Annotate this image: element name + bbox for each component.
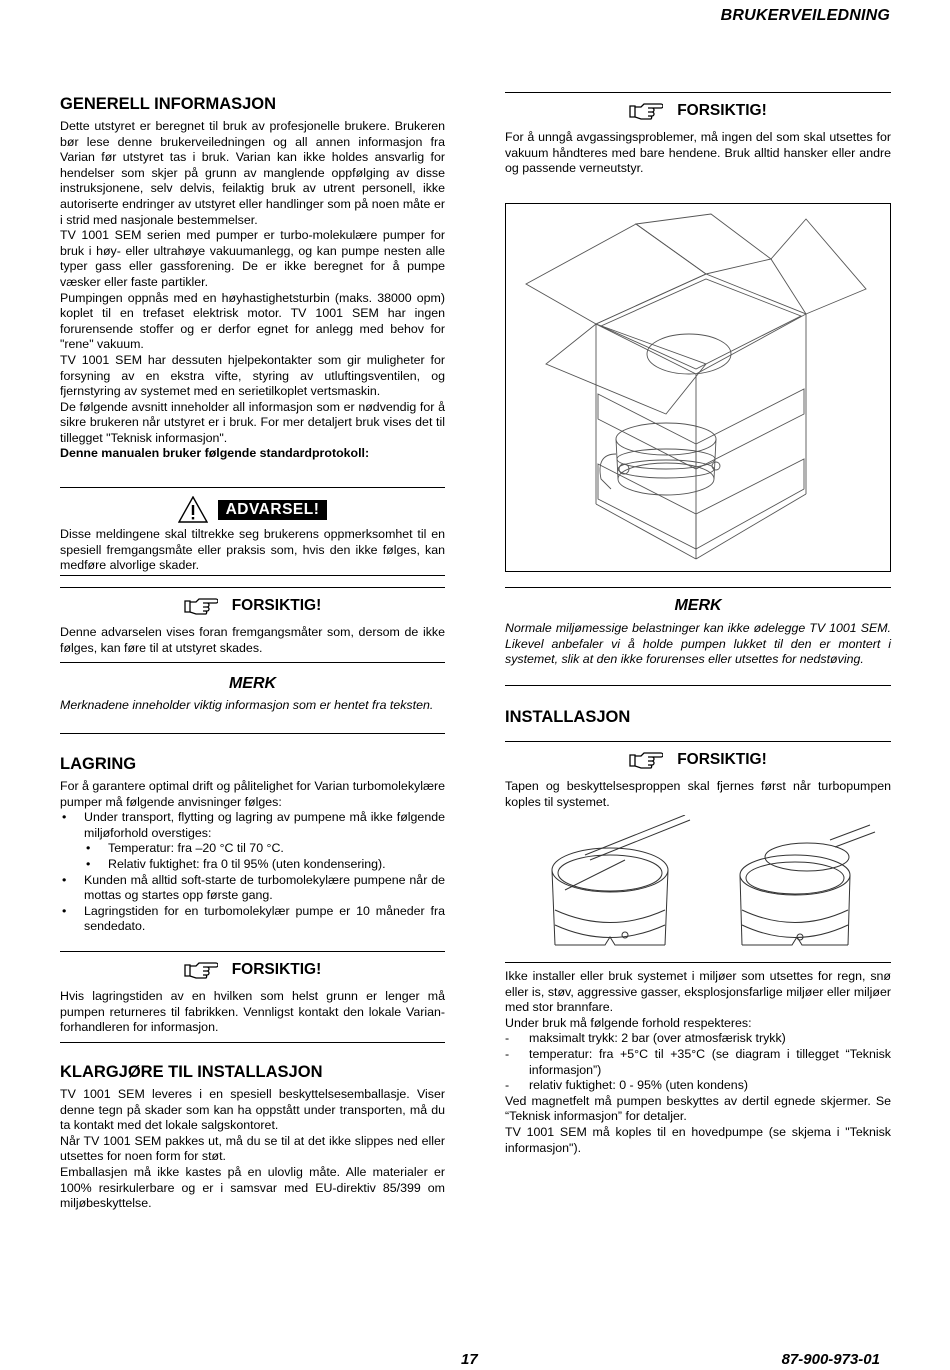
general-p3: Pumpingen oppnås med en høyhastighetsturbin (maks. 38000 opm) koplet til en trefaset elektrisk motor. TV 1001 SEM har ingen forurensende stoffer og er derfor egnet for anlegg med behov for "rene" vakuum. [60, 290, 445, 352]
general-p6: Denne manualen bruker følgende standardprotokoll: [60, 446, 370, 461]
general-p4: TV 1001 SEM har dessuten hjelpekontakter som gir muligheter for forsyning av en ekstra vifte, styring av utluftingsventilen, og fjernstyring av systemet med en serietilkoplet vertsmaskin. [60, 352, 445, 399]
klargjore-p3: Emballasjen må ikke kastes på en ulovlig måte. Alle materialer er 100% resirkulerbare og er i samsvar med EU-direktiv 85/399 om miljøbeskyttelse. [60, 1164, 445, 1211]
list-item: • Lagringstiden for en turbomolekylær pumpe er 10 måneder fra sendedato. [60, 904, 445, 935]
packaging-box-drawing [506, 204, 890, 571]
forsiktig1-text: Denne advarselen vises foran fremgangsmåter som, dersom de ikke følges, kan føre til at utstyret skades. [60, 625, 445, 655]
install-p3: Ved magnetfelt må pumpen beskyttes av dertil egnede skjermer. Se “Teknisk informasjon” for detaljer. [505, 1093, 891, 1124]
divider [505, 741, 891, 742]
document-number: 87-900-973-01 [781, 1351, 880, 1368]
divider [60, 662, 445, 663]
install-conditions-list [505, 1031, 891, 1093]
divider [505, 587, 891, 588]
cap-removal-illustration [545, 815, 885, 955]
advarsel-box [60, 496, 445, 574]
forsiktig2-text: Hvis lagringstiden av en hvilken som helst grunn er lenger må pumpen returneres til fabrikken. Vennligst kontakt den lokale Varian-forhandleren for informasjon. [60, 989, 445, 1035]
merk2-text: Normale miljømessige belastninger kan ikke ødelegge TV 1001 SEM. Likevel anbefaler vi å holde pumpen lukket til den er montert i systemet, slik at den ikke forurenses eller utsettes for nedstøving. [505, 621, 891, 667]
merk1-text: Merknadene inneholder viktig informasjon som er hentet fra teksten. [60, 698, 434, 712]
klargjore-p1: TV 1001 SEM leveres i en spesiell beskyttelsesemballasje. Viser denne tegn på skader som kan ha oppstått under transporten, må du ta kontakt med det lokale salgskontoret. [60, 1087, 445, 1133]
merk2-box [505, 597, 891, 668]
advarsel-label: ADVARSEL! [218, 500, 328, 520]
list-item: - relativ fuktighet: 0 - 95% (uten kondens) [505, 1078, 891, 1094]
lagring-intro: For å garantere optimal drift og pålitelighet for Varian turbomolekylære pumper må følgende anvisninger følges: [60, 779, 445, 809]
klargjore-heading: KLARGJØRE TIL INSTALLASJON [60, 1063, 323, 1081]
install-p2: Under bruk må følgende forhold respekteres: [505, 1015, 752, 1030]
page-number: 17 [461, 1351, 478, 1368]
klargjore-p2: Når TV 1001 SEM pakkes ut, må du se til at det ikke slippes ned eller utsettes for noen form for støt. [60, 1133, 445, 1164]
packaging-illustration [505, 203, 891, 572]
merk1-label: MERK [228, 675, 277, 692]
cap-removal-drawing [545, 815, 885, 955]
warning-triangle-icon [178, 496, 208, 523]
divider [60, 1042, 445, 1043]
list-item: • Kunden må alltid soft-starte de turbomolekylære pumpene når de mottas og startes opp første gang. [60, 873, 445, 904]
list-item: - temperatur: fra +5°C til +35°C (se diagram i tillegget “Teknisk informasjon”) [505, 1047, 891, 1078]
list-item: • Under transport, flytting og lagring av pumpene må ikke følgende miljøforhold overstiges: • Temperatur: fra –20 °C til 70 °C. • Relativ fuktighet: fra 0 til 95% (uten kondensering). [60, 810, 445, 872]
general-p5: De følgende avsnitt inneholder all informasjon som er nødvendig for å sikre brukeren når utstyret er i bruk. For mer detaljert bruk vises det til tillegget "Teknisk informasjon". [60, 399, 445, 445]
forsiktig3-box [505, 101, 891, 177]
installasjon-heading: INSTALLASJON [505, 708, 631, 726]
install-p4: TV 1001 SEM må koples til en hovedpumpe (se skjema i "Teknisk informasjon"). [505, 1124, 891, 1155]
divider [60, 951, 445, 952]
merk1-box [60, 675, 445, 714]
pointing-hand-icon [184, 960, 218, 980]
list-item: • Relativ fuktighet: fra 0 til 95% (uten kondensering). [84, 857, 445, 873]
forsiktig2-label: FORSIKTIG! [231, 961, 322, 978]
forsiktig3-text: For å unngå avgassingsproblemer, må ingen del som skal utsettes for vakuum håndteres med bare hendene. Bruk alltid hansker eller andre og passende verneutstyr. [505, 130, 891, 176]
forsiktig1-label: FORSIKTIG! [231, 597, 322, 614]
advarsel-text: Disse meldingene skal tiltrekke seg brukerens oppmerksomhet til en spesiell fremgangsmåte eller praksis som, hvis den ikke følges, kan medføre alvorlige skader. [60, 527, 445, 573]
general-p2: TV 1001 SEM serien med pumper er turbo-molekulære pumper for bruk i høy- eller ultrahøye vakuumanlegg, og kan pumpe nesten alle typer gass eller gassforening. De er ikke beregnet for å pumpe væsker eller faste partikler. [60, 228, 445, 289]
divider [60, 733, 445, 734]
general-p1: Dette utstyret er beregnet til bruk av profesjonelle brukere. Brukeren bør lese denne brukerveiledningen og all annen informasjon fra Varian før utstyret tas i bruk. Varian kan ikke holdes ansvarlig for hendelser som skjer på grunn av manglende oppfølging av disse instruksjonene, selv delvis, feilaktig bruk av utrent personell, ikke autoriserte endringer av utstyret eller handlinger som på noen måte er i strid med nasjonale bestemmelser. [60, 119, 445, 227]
forsiktig4-label: FORSIKTIG! [677, 751, 767, 768]
pointing-hand-icon [629, 101, 663, 121]
forsiktig3-label: FORSIKTIG! [677, 102, 767, 119]
install-p1: Ikke installer eller bruk systemet i miljøer som utsettes for regn, snø eller is, støv, aggressive gasser, eksplosjonsfarlige miljøer eller miljøer med stor brannfare. [505, 969, 891, 1015]
page-header-title: BRUKERVEILEDNING [720, 7, 890, 24]
lagring-section [60, 754, 445, 935]
pointing-hand-icon [629, 750, 663, 770]
forsiktig4-text: Tapen og beskyttelsesproppen skal fjernes først når turbopumpen koples til systemet. [505, 779, 891, 809]
list-item: • Temperatur: fra –20 °C til 70 °C. [84, 841, 445, 857]
divider [60, 575, 445, 576]
merk2-label: MERK [674, 597, 722, 614]
divider [505, 92, 891, 93]
forsiktig4-box [505, 750, 891, 810]
pointing-hand-icon [184, 596, 218, 616]
divider [60, 487, 445, 488]
install-section [505, 969, 891, 1156]
lagring-list [60, 810, 445, 935]
list-item: - maksimalt trykk: 2 bar (over atmosfærisk trykk) [505, 1031, 891, 1047]
general-heading: GENERELL INFORMASJON [60, 95, 277, 113]
lagring-heading: LAGRING [60, 755, 137, 773]
general-section [60, 94, 445, 462]
forsiktig1-box [60, 596, 445, 656]
forsiktig2-box [60, 960, 445, 1036]
divider [60, 587, 445, 588]
klargjore-section [60, 1062, 445, 1212]
divider [505, 685, 891, 686]
divider [505, 962, 891, 963]
